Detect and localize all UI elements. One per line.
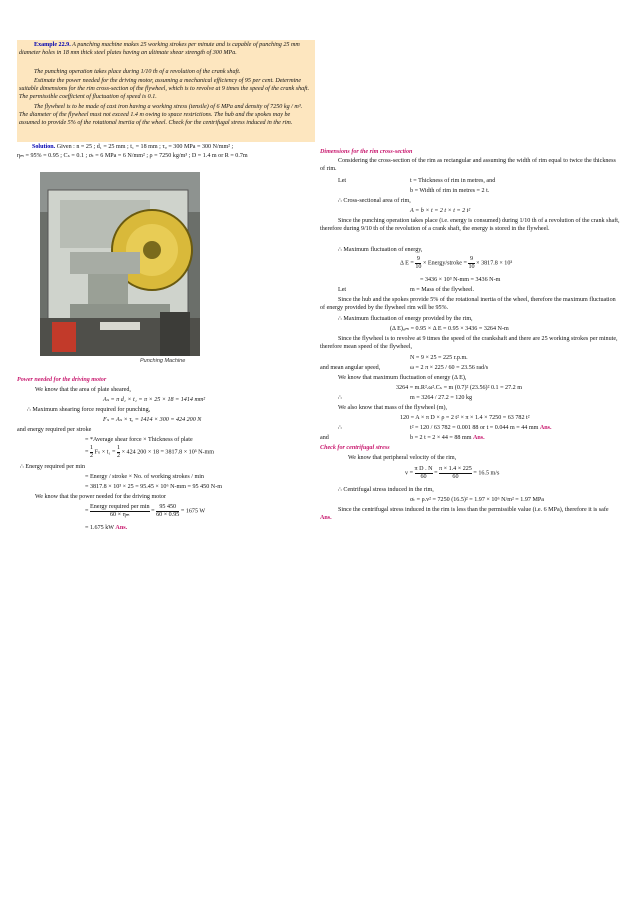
right-line-10: m = Mass of the flywheel.	[410, 287, 475, 293]
vel-num: π D . N	[414, 466, 433, 472]
example-paragraph-3: Estimate the power needed for the driving motor, assuming a mechanical efficiency of 95 per cent. Determine suitable dimensions for the rim cross-section of the flywheel, which is to revolve at 9 times the speed of the crank shaft. The permissible coefficient of fluctuation of speed is 0.1.	[19, 78, 310, 101]
power-den: 60 × ηₘ	[110, 511, 130, 518]
right-para-3: Since the hub and the spokes provide 5% of the rotational inertia of the wheel, therefore the maximum fluctuation of energy provided by the flywheel rim will be 95%.	[320, 297, 616, 312]
fraction-half-1	[90, 445, 93, 459]
solution-given-line-2: ηₘ = 95% = 0.95 ; Cₛ = 0.1 ; σₜ = 6 MPa = 6 N/mm² ; ρ = 7250 kg/m³ ; D = 1.4 m or R = 0.7m	[17, 153, 248, 159]
fraction-half-2	[117, 445, 120, 459]
velocity-fraction-1	[415, 466, 433, 480]
right-line-7: ∴ Maximum fluctuation of energy,	[338, 247, 423, 253]
left-line-11: We know that the power needed for the driving motor	[35, 494, 166, 500]
energy-result: × 424 200 × 18 = 3817.8 × 10³ N-mm	[121, 449, 215, 456]
safety-text: Since the centrifugal stress induced in the rim is less than the permissible value (i.e. 6 MPa), therefore it is safe	[338, 507, 609, 513]
left-line-7	[85, 445, 214, 459]
right-para-1: Considering the cross-section of the rim as rectangular and assuming the width of rim equal to twice the thickness of rim.	[320, 158, 616, 173]
right-therefore-1: ∴	[338, 395, 342, 401]
punching-machine-illustration	[40, 172, 200, 356]
centrifugal-heading: Check for centrifugal stress	[320, 445, 390, 451]
eq-sign: =	[85, 449, 89, 456]
energy-stroke: × Energy/stroke =	[422, 260, 467, 267]
right-line-22	[410, 424, 552, 432]
figure-caption: Punching Machine	[140, 358, 186, 364]
width-result: b = 2 t = 2 × 44 = 88 mm	[410, 435, 472, 441]
example-paragraph-2: The punching operation takes place during 1/10 th of a revolution of the crank shaft.	[34, 69, 241, 75]
right-line-17: We know that maximum fluctuation of energy (Δ E),	[338, 375, 467, 381]
eq-sign-3: =	[151, 508, 155, 515]
v-eq: v =	[405, 470, 414, 477]
right-line-16a: and mean angular speed,	[320, 365, 381, 371]
right-line-23	[410, 434, 485, 442]
left-line-9: = Energy / stroke × No. of working strokes / min	[85, 474, 204, 480]
ten-den: 10	[415, 263, 422, 270]
power-kw: = 1.675 kW	[85, 525, 114, 531]
rim-heading: Dimensions for the rim cross-section	[320, 149, 413, 155]
velocity-fraction-2	[439, 466, 472, 480]
punching-machine-photo	[40, 172, 200, 356]
right-line-21: 120 = A × π D × ρ = 2 t² × π × 1.4 × 7250 = 63 782 t²	[400, 415, 530, 421]
power-fraction-1	[90, 504, 150, 518]
right-line-12: ∴ Maximum fluctuation of energy provided by the rim,	[338, 316, 473, 322]
eq-sign-4: =	[434, 470, 438, 477]
frac-den: 2	[89, 452, 94, 459]
power-num: Energy required per min	[89, 504, 150, 510]
solution-given-1: Given : n = 25 ; d₁ = 25 mm ; t₁ = 18 mm ; τᵤ = 300 MPa = 300 N/mm² ;	[56, 144, 234, 150]
right-line-16b: ω = 2 π × 225 / 60 = 23.56 rad/s	[410, 365, 489, 371]
nine-num-2: 9	[470, 256, 474, 262]
eq-sign-2: =	[85, 508, 90, 515]
example-text-1: A punching machine makes 25 working strokes per minute and is capable of punching 25 mm diameter holes in 18 mm thick steel plates having an ultimate shear strength of 300 MPa.	[19, 42, 300, 57]
frac-num: 1	[89, 445, 94, 451]
left-line-8: ∴ Energy required per min	[20, 464, 86, 470]
right-line-5: A = b × t = 2 t × t = 2 t²	[410, 208, 471, 214]
power-fraction-2	[156, 504, 179, 518]
left-line-3: ∴ Maximum shearing force required for punching,	[27, 407, 151, 413]
right-para-4: Since the flywheel is to revolve at 9 times the speed of the crankshaft and there are 25 working strokes per minute, therefore mean speed of the flywheel,	[320, 336, 618, 351]
right-para-5	[320, 506, 620, 522]
nine-num: 9	[416, 256, 420, 262]
frac-num-2: 1	[117, 445, 121, 451]
power-den-2: 60 × 0.95	[156, 511, 180, 518]
nine-tenths-2	[468, 256, 474, 270]
right-line-9: = 3436 × 10³ N-mm = 3436 N-m	[420, 277, 501, 283]
power-result: = 1675 W	[180, 508, 206, 515]
right-and: and	[320, 435, 329, 441]
right-line-18: 3264 = m.R².ω².Cₛ = m (0.7)² (23.56)² 0.1 = 27.2 m	[396, 385, 522, 391]
right-line-4: ∴ Cross-sectional area of rim,	[338, 198, 411, 204]
energy-value: × 3817.8 × 10³	[476, 260, 513, 267]
left-line-12	[85, 504, 205, 518]
ten-den-2: 10	[468, 263, 475, 270]
shear-term: Fₛ × t₁ =	[94, 449, 116, 456]
right-line-24: We know that peripheral velocity of the rim,	[348, 455, 457, 461]
right-line-13: (Δ E)ᵣᵢₘ = 0.95 × Δ E = 0.95 × 3436 = 3264 N-m	[390, 326, 509, 332]
frac-den-2: 2	[117, 452, 121, 459]
velocity-result: = 16.5 m/s	[473, 470, 500, 477]
right-line-27: σₜ = ρ.v² = 7250 (16.5)² = 1.97 × 10⁶ N/m² = 1.97 MPa	[410, 497, 544, 503]
right-let-2: Let	[338, 287, 347, 293]
vel-den: 60	[420, 473, 427, 480]
answer-marker: Ans.	[115, 525, 128, 531]
right-therefore-2: ∴	[338, 425, 342, 431]
answer-marker-3: Ans.	[473, 435, 485, 441]
example-paragraph-1	[19, 41, 311, 57]
vel-num-2: π × 1.4 × 225	[439, 466, 472, 472]
vel-den-2: 60	[452, 473, 459, 480]
right-line-20: We also know that mass of the flywheel (m),	[338, 405, 447, 411]
left-line-10: = 3817.8 × 10³ × 25 = 95.45 × 10⁶ N-mm = 95 450 N-m	[85, 484, 222, 490]
solution-given-line-1	[17, 143, 315, 151]
right-line-15: N = 9 × 25 = 225 r.p.m.	[410, 355, 468, 361]
right-line-3: b = Width of rim in metres = 2 t.	[410, 188, 490, 194]
answer-marker-2: Ans.	[539, 425, 552, 431]
right-line-19: m = 3264 / 27.2 = 120 kg	[410, 395, 473, 401]
nine-tenths-1	[415, 256, 421, 270]
left-line-1: We know that the area of plate sheared,	[35, 387, 131, 393]
right-line-25	[405, 466, 499, 480]
left-line-5: and energy required per stroke	[17, 427, 92, 433]
right-line-2: t = Thickness of rim in metres, and	[410, 178, 496, 184]
left-line-13	[85, 524, 127, 532]
answer-marker-4: Ans.	[320, 515, 332, 522]
example-label: Example 22.9.	[34, 42, 71, 48]
right-let-1: Let	[338, 178, 347, 184]
power-num-2: 95 450	[156, 504, 179, 512]
left-line-4: Fₛ = Aₛ × τᵤ = 1414 × 300 = 424 200 N	[103, 417, 202, 423]
right-line-8	[400, 256, 512, 270]
solution-label: Solution.	[32, 144, 56, 150]
left-line-6: = *Average shear force × Thickness of plate	[85, 437, 193, 443]
power-heading: Power needed for the driving motor	[17, 377, 107, 383]
left-line-2: Aₛ = π d₁ × t₁ = π × 25 × 18 = 1414 mm²	[103, 397, 206, 403]
right-para-2: Since the punching operation takes place (i.e. energy is consumed) during 1/10 th of a revolution of the crank shaft, therefore during 9/10 th of the revolution of a crank shaft, the energy is stored in the flywheel.	[320, 218, 620, 233]
thickness-result: t² = 120 / 63 782 = 0.001 88 or t = 0.044 m = 44 mm	[410, 425, 539, 431]
right-line-26: ∴ Centrifugal stress induced in the rim,	[338, 487, 434, 493]
example-paragraph-4: The flywheel is to be made of cast iron having a working stress (tensile) of 6 MPa and density of 7250 kg / m³. The diameter of the flywheel must not exceed 1.4 m owing to space restrictions. The hub and the spokes may be assumed to provide 5% of the rotational inertia of the wheel. Check for the centrifugal stress induced in the rim.	[19, 104, 303, 127]
delta-e: Δ E =	[400, 260, 414, 267]
